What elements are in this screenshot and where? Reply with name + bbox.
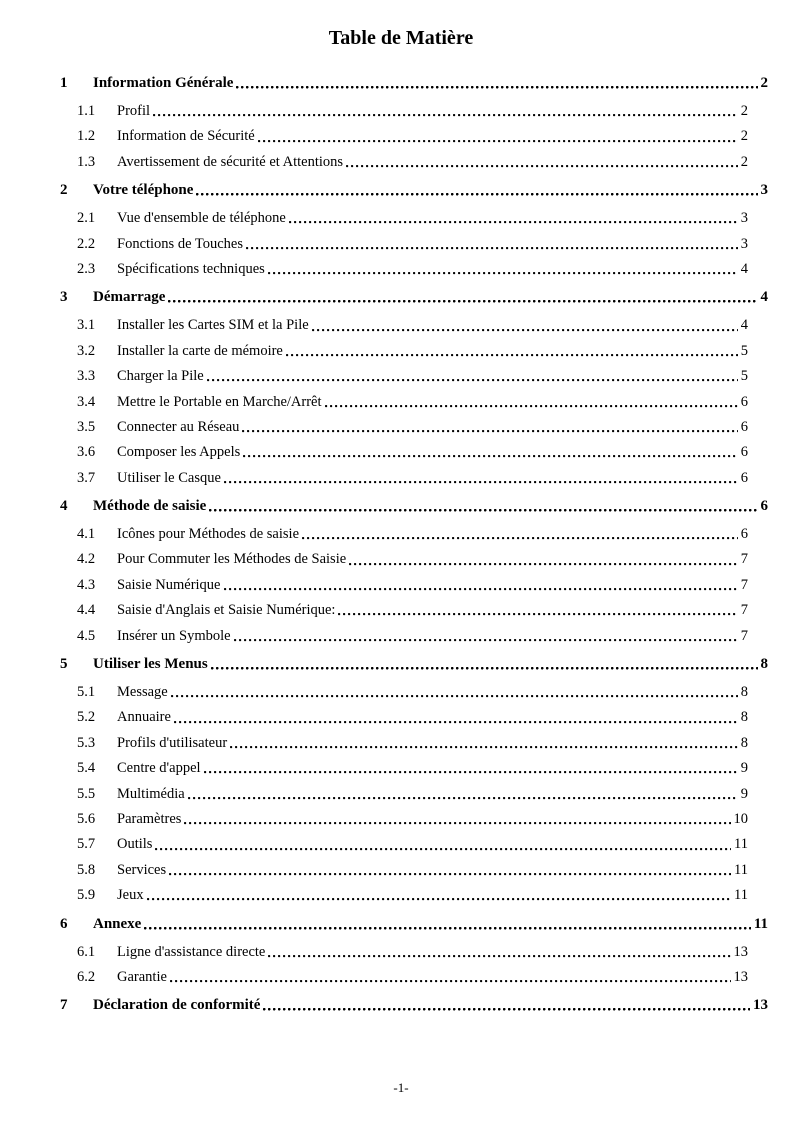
toc-entry-number: 3.1 (77, 317, 96, 334)
toc-entry-number: 3 (60, 289, 68, 306)
toc-item-row (60, 547, 768, 572)
toc-entry-label: Spécifications techniques (117, 260, 265, 277)
toc-item-row (60, 782, 768, 807)
dot-leader (207, 364, 738, 389)
toc-entry-number: 3.2 (77, 342, 96, 359)
toc-section-row (60, 990, 768, 1021)
dot-leader (325, 390, 738, 415)
toc-entry-number: 5 (60, 656, 68, 673)
toc-entry-page: 13 (753, 997, 768, 1014)
toc-item-row (60, 440, 768, 465)
toc-entry-page: 7 (740, 627, 748, 644)
toc-entry-page: 5 (740, 368, 748, 385)
toc-entry-page: 3 (740, 235, 748, 252)
dot-leader (169, 858, 731, 883)
dot-leader (268, 257, 738, 282)
toc-entry-label: Composer les Appels (117, 444, 241, 461)
toc-entry-label: Mettre le Portable en Marche/Arrêt (117, 393, 322, 410)
toc-entry-number: 1.2 (77, 128, 96, 145)
toc-entry-number: 4.5 (77, 627, 96, 644)
toc-item-row (60, 466, 768, 491)
toc-entry-number: 3.4 (77, 393, 96, 410)
toc-entry-page: 2 (740, 128, 748, 145)
toc-entry-page: 10 (733, 810, 748, 827)
toc-item-row (60, 705, 768, 730)
dot-leader (258, 124, 738, 149)
toc-entry-page: 2 (740, 153, 748, 170)
toc-entry-number: 5.9 (77, 887, 96, 904)
toc-entry-label: Information de Sécurité (117, 128, 255, 145)
toc-entry-number: 7 (60, 997, 68, 1014)
toc-item-row (60, 573, 768, 598)
toc-entry-number: 4.3 (77, 576, 96, 593)
toc-entry-page: 9 (740, 785, 748, 802)
dot-leader (184, 807, 730, 832)
toc-entry-number: 5.5 (77, 785, 96, 802)
toc-item-row (60, 390, 768, 415)
toc-entry-number: 5.1 (77, 684, 96, 701)
dot-leader (263, 990, 750, 1021)
toc-entry-label: Message (117, 684, 168, 701)
toc-entry-label: Services (117, 861, 167, 878)
toc-entry-label: Ligne d'assistance directe (117, 943, 266, 960)
dot-leader (170, 965, 731, 990)
toc-item-row (60, 522, 768, 547)
toc-entry-label: Annexe (93, 915, 142, 932)
dot-leader (236, 68, 757, 99)
toc-entry-page: 13 (733, 968, 748, 985)
toc-entry-page: 6 (740, 393, 748, 410)
toc-entry-label: Profil (117, 103, 151, 119)
toc-item-row (60, 832, 768, 857)
toc-entry-label: Vue d'ensemble de téléphone (117, 210, 286, 227)
toc-entry-number: 1.3 (77, 153, 96, 170)
dot-leader (234, 624, 738, 649)
toc-entry-page: 11 (734, 887, 748, 904)
toc-entry-label: Pour Commuter les Méthodes de Saisie (117, 551, 347, 568)
toc-entry-label: Annuaire (117, 709, 171, 726)
toc-entry-page: 6 (740, 418, 748, 435)
dot-leader (196, 175, 757, 206)
toc-entry-page: 7 (740, 576, 748, 593)
toc-entry-number: 4 (60, 498, 68, 515)
toc-item-row (60, 206, 768, 231)
toc-item-row (60, 257, 768, 282)
toc-entry-page: 6 (740, 526, 748, 543)
dot-leader (155, 832, 731, 857)
toc-entry-page: 8 (740, 684, 748, 701)
dot-leader (242, 415, 737, 440)
dot-leader (224, 466, 738, 491)
toc-entry-number: 6 (60, 915, 68, 932)
toc-section-row (60, 282, 768, 313)
toc-entry-label: Insérer un Symbole (117, 627, 231, 644)
toc-entry-number: 1.1 (77, 103, 96, 119)
toc-entry-page: 9 (740, 760, 748, 777)
dot-leader (153, 99, 738, 124)
toc-entry-label: Saisie d'Anglais et Saisie Numérique: (117, 602, 336, 619)
toc-item-row (60, 940, 768, 965)
toc-entry-number: 5.6 (77, 810, 96, 827)
toc-entry-label: Avertissement de sécurité et Attentions (117, 153, 344, 170)
toc-item-row (60, 232, 768, 257)
toc-entry-label: Icônes pour Méthodes de saisie (117, 526, 300, 543)
toc-entry-label: Jeux (117, 887, 144, 904)
dot-leader (268, 940, 730, 965)
dot-leader (346, 150, 738, 175)
toc-entry-page: 6 (740, 469, 748, 486)
toc-entry-page: 8 (740, 709, 748, 726)
toc-section-row (60, 649, 768, 680)
toc-entry-label: Paramètres (117, 810, 182, 827)
toc-entry-number: 6.2 (77, 968, 96, 985)
toc-entry-page: 6 (740, 444, 748, 461)
toc-item-row (60, 598, 768, 623)
toc-entry-page: 7 (740, 602, 748, 619)
dot-leader (171, 680, 738, 705)
toc-entry-label: Saisie Numérique (117, 576, 221, 593)
dot-leader (289, 206, 738, 231)
toc-entry-page: 4 (740, 260, 748, 277)
toc-item-row (60, 883, 768, 908)
dot-leader (312, 313, 738, 338)
dot-leader (174, 705, 738, 730)
toc-entry-label: Démarrage (93, 289, 166, 306)
toc-section-row (60, 909, 768, 940)
toc-item-row (60, 680, 768, 705)
dot-leader (349, 547, 738, 572)
toc-entry-page: 11 (734, 861, 748, 878)
dot-leader (211, 649, 758, 680)
toc-item-row (60, 124, 768, 149)
toc-entry-label: Centre d'appel (117, 760, 201, 777)
toc-entry-number: 4.4 (77, 602, 96, 619)
toc-entry-number: 5.3 (77, 734, 96, 751)
toc-section-row (60, 175, 768, 206)
toc-entry-label: Garantie (117, 968, 167, 985)
dot-leader (230, 731, 738, 756)
toc-entry-page: 8 (740, 734, 748, 751)
toc-entry-number: 2.2 (77, 235, 96, 252)
toc-entry-page: 3 (760, 182, 768, 199)
toc-entry-page: 13 (733, 943, 748, 960)
toc-entry-page: 3 (740, 210, 748, 227)
dot-leader (168, 282, 757, 313)
dot-leader (243, 440, 738, 465)
toc-entry-page: 2 (740, 103, 748, 119)
toc-entry-number: 2 (60, 182, 68, 199)
dot-leader (188, 782, 738, 807)
toc-item-row (60, 313, 768, 338)
toc-entry-number: 4.1 (77, 526, 96, 543)
dot-leader (204, 756, 738, 781)
table-of-contents (0, 68, 802, 1021)
toc-entry-label: Votre téléphone (93, 182, 194, 199)
toc-entry-label: Installer la carte de mémoire (117, 342, 283, 359)
toc-entry-number: 2.1 (77, 210, 96, 227)
toc-item-row (60, 756, 768, 781)
toc-entry-page: 7 (740, 551, 748, 568)
toc-entry-label: Outils (117, 836, 153, 853)
toc-entry-label: Méthode de saisie (93, 498, 207, 515)
page-footer: -1- (393, 1080, 409, 1095)
toc-item-row (60, 858, 768, 883)
toc-entry-label: Installer les Cartes SIM et la Pile (117, 317, 309, 334)
dot-leader (302, 522, 738, 547)
toc-section-row (60, 491, 768, 522)
toc-entry-page: 6 (760, 498, 768, 515)
toc-entry-label: Utiliser le Casque (117, 469, 221, 486)
dot-leader (209, 491, 757, 522)
toc-item-row (60, 731, 768, 756)
toc-item-row (60, 364, 768, 389)
dot-leader (144, 909, 750, 940)
toc-item-row (60, 99, 768, 124)
toc-entry-label: Information Générale (93, 75, 234, 91)
toc-entry-label: Connecter au Réseau (117, 418, 240, 435)
toc-item-row (60, 150, 768, 175)
toc-entry-label: Charger la Pile (117, 368, 204, 385)
toc-entry-number: 5.4 (77, 760, 96, 777)
toc-entry-number: 4.2 (77, 551, 96, 568)
toc-entry-page: 11 (753, 915, 768, 932)
dot-leader (338, 598, 737, 623)
toc-section-row (60, 68, 768, 99)
toc-entry-number: 3.7 (77, 469, 96, 486)
toc-entry-page: 11 (734, 836, 748, 853)
dot-leader (246, 232, 738, 257)
toc-item-row (60, 807, 768, 832)
toc-entry-page: 2 (760, 75, 768, 91)
toc-entry-number: 5.2 (77, 709, 96, 726)
toc-entry-number: 1 (60, 75, 68, 91)
toc-entry-label: Multimédia (117, 785, 185, 802)
toc-entry-number: 6.1 (77, 943, 96, 960)
toc-entry-page: 4 (740, 317, 748, 334)
toc-item-row (60, 339, 768, 364)
toc-entry-page: 5 (740, 342, 748, 359)
dot-leader (286, 339, 738, 364)
toc-entry-label: Fonctions de Touches (117, 235, 243, 252)
toc-entry-number: 2.3 (77, 260, 96, 277)
dot-leader (147, 883, 731, 908)
toc-entry-label: Utiliser les Menus (93, 656, 208, 673)
toc-entry-label: Profils d'utilisateur (117, 734, 228, 751)
dot-leader (224, 573, 738, 598)
toc-entry-number: 5.8 (77, 861, 96, 878)
toc-entry-number: 5.7 (77, 836, 96, 853)
toc-entry-number: 3.5 (77, 418, 96, 435)
toc-item-row (60, 965, 768, 990)
toc-entry-label: Déclaration de conformité (93, 997, 261, 1014)
toc-item-row (60, 415, 768, 440)
toc-item-row (60, 624, 768, 649)
toc-entry-page: 8 (760, 656, 768, 673)
toc-entry-number: 3.3 (77, 368, 96, 385)
toc-entry-page: 4 (760, 289, 768, 306)
toc-entry-number: 3.6 (77, 444, 96, 461)
page-title: Table de Matière (328, 27, 474, 49)
